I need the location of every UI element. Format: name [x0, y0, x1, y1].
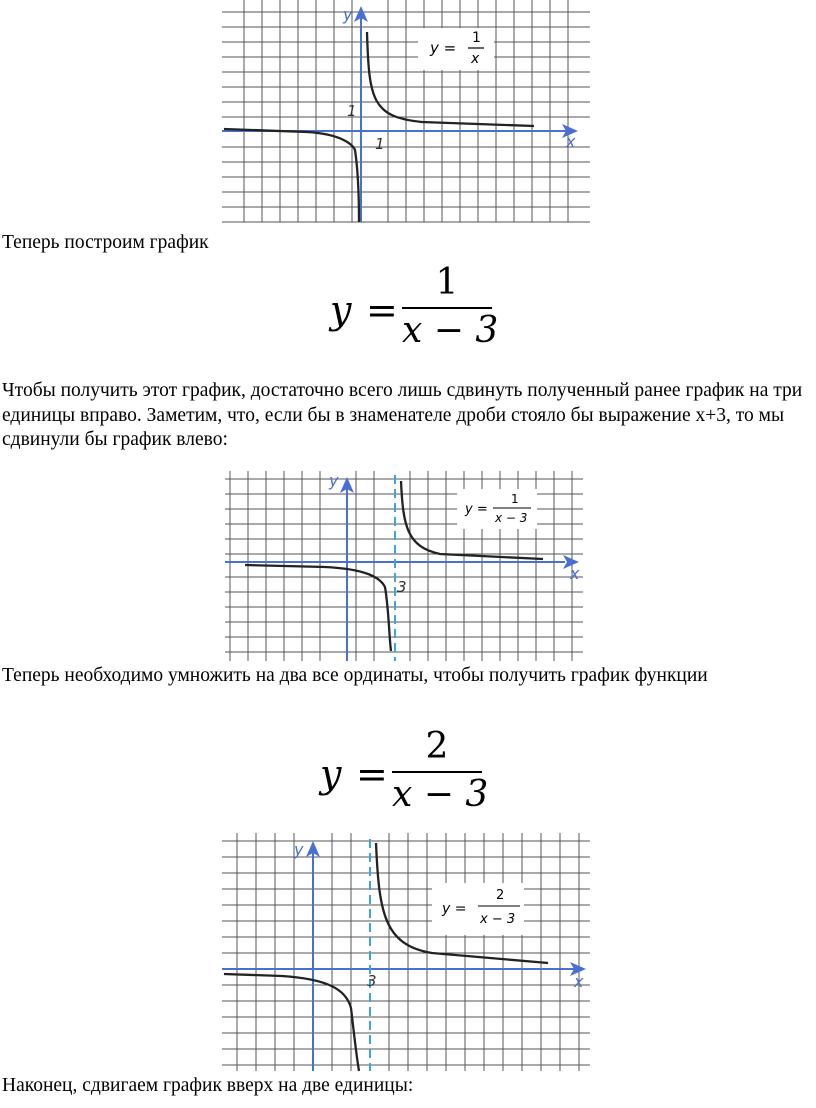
formula-lhs: y =	[430, 39, 457, 57]
fraction-bar	[392, 771, 482, 773]
formula-equals: =	[356, 752, 388, 796]
formula-numerator: 1	[472, 30, 481, 46]
axes	[222, 6, 578, 222]
y-axis-label: y	[343, 5, 353, 24]
tick-label-y: 1	[347, 102, 357, 120]
tick-label-x: 1	[375, 135, 385, 153]
fraction-bar	[402, 307, 492, 309]
axes	[222, 841, 586, 1071]
formula-lhs: y =	[442, 901, 467, 917]
paragraph-3: Теперь необходимо умножить на два все ординаты, чтобы получить график функции	[2, 665, 708, 686]
grid	[222, 833, 590, 1071]
hyperbola-curve	[224, 974, 359, 1071]
formula-y: y	[320, 752, 342, 796]
formula-numerator: 2	[425, 726, 449, 767]
x-axis-label: x	[570, 564, 580, 583]
y-axis-label: y	[329, 471, 339, 490]
formula-denominator: x − 3	[495, 511, 528, 525]
x-axis-label: x	[574, 972, 584, 991]
hyperbola-curve	[245, 565, 391, 651]
paragraph-4: Наконец, сдвигаем график вверх на две единицы:	[2, 1075, 414, 1096]
formula-denominator: x − 3	[480, 912, 516, 927]
formula-numerator: 1	[511, 492, 519, 506]
graph-2-over-x-minus-3	[222, 833, 592, 1073]
formula-numerator: 1	[435, 262, 459, 303]
formula-denominator: x − 3	[402, 310, 499, 351]
tick-label-x: 3	[397, 578, 407, 596]
graph-1-over-x	[222, 0, 592, 225]
formula-1-over-x-minus-3	[330, 262, 500, 352]
paragraph-1: Теперь построим график	[2, 232, 209, 253]
formula-equals: =	[366, 288, 398, 332]
formula-denominator: x	[471, 51, 480, 67]
graph-1-over-x-minus-3	[225, 471, 585, 663]
tick-label-x: 3	[367, 972, 377, 990]
formula-denominator: x − 3	[392, 774, 489, 815]
formula-2-over-x-minus-3	[320, 726, 490, 816]
grid	[222, 0, 590, 222]
paragraph-2: Чтобы получить этот график, достаточно всего лишь сдвинуть полученный ранее график на три единицы вправо. Заметим, что, если бы в знаменателе дроби стояло бы выражение х+3, то мы сдвинули бы график влево:	[2, 380, 803, 450]
formula-lhs: y =	[465, 502, 488, 517]
formula-numerator: 2	[496, 888, 505, 903]
y-axis-label: y	[294, 840, 304, 859]
formula-y: y	[330, 288, 352, 332]
x-axis-label: x	[566, 132, 576, 151]
